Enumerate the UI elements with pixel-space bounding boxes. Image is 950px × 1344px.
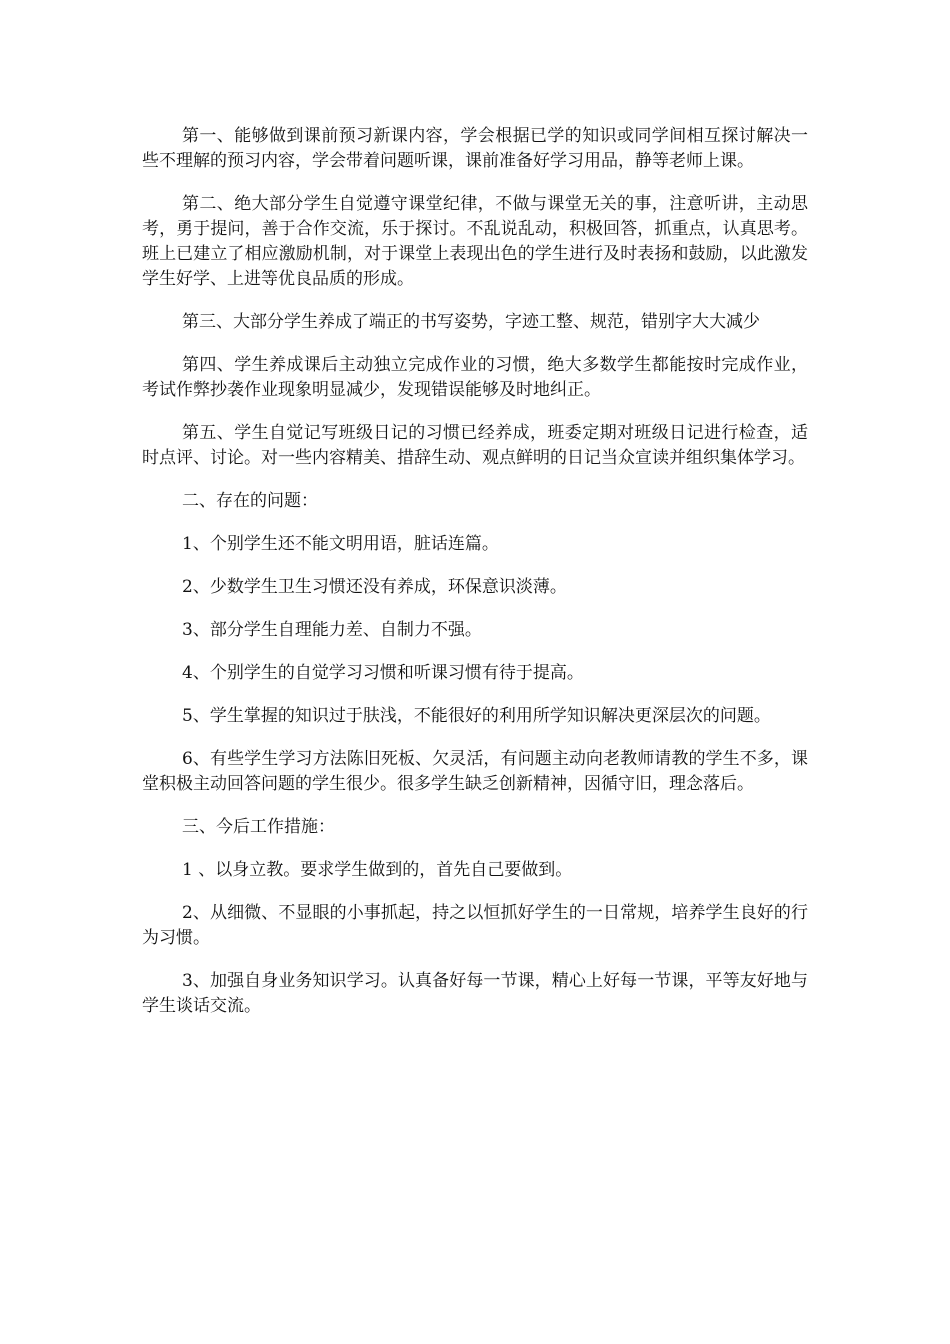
paragraph-measure-1: 1 、以身立教。要求学生做到的，首先自己要做到。 (182, 860, 573, 880)
paragraph-strength-3: 第三、大部分学生养成了端正的书写姿势，字迹工整、规范，错别字大大减少 (182, 312, 760, 332)
paragraph-problem-5: 5、学生掌握的知识过于肤浅，不能很好的利用所学知识解决更深层次的问题。 (182, 706, 771, 726)
document-body (142, 124, 808, 1037)
paragraph-strength-4: 第四、学生养成课后主动独立完成作业的习惯，绝大多数学生都能按时完成作业，考试作弊抄袭作业现象明显减少，发现错误能够及时地纠正。 (142, 355, 808, 400)
paragraph-problem-6: 6、有些学生学习方法陈旧死板、欠灵活，有问题主动向老教师请教的学生不多，课堂积极主动回答问题的学生很少。很多学生缺乏创新精神，因循守旧，理念落后。 (142, 749, 808, 794)
paragraph-problem-2: 2、少数学生卫生习惯还没有养成，环保意识淡薄。 (182, 577, 567, 597)
section-heading-problems: 二、存在的问题： (182, 491, 318, 511)
paragraph-problem-3: 3、部分学生自理能力差、自制力不强。 (182, 620, 482, 640)
paragraph-problem-1: 1、个别学生还不能文明用语，脏话连篇。 (182, 534, 499, 554)
paragraph-strength-2: 第二、绝大部分学生自觉遵守课堂纪律，不做与课堂无关的事，注意听讲，主动思考，勇于提问，善于合作交流，乐于探讨。不乱说乱动，积极回答，抓重点，认真思考。班上已建立了相应激励机制，对于课堂上表现出色的学生进行及时表扬和鼓励，以此激发学生好学、上进等优良品质的形成。 (142, 194, 808, 289)
paragraph-problem-4: 4、个别学生的自觉学习习惯和听课习惯有待于提高。 (182, 663, 584, 683)
paragraph-measure-2: 2、从细微、不显眼的小事抓起，持之以恒抓好学生的一日常规，培养学生良好的行为习惯。 (142, 903, 808, 948)
paragraph-measure-3: 3、加强自身业务知识学习。认真备好每一节课，精心上好每一节课，平等友好地与学生谈话交流。 (142, 971, 808, 1016)
paragraph-strength-1: 第一、能够做到课前预习新课内容，学会根据已学的知识或同学间相互探讨解决一些不理解的预习内容，学会带着问题听课，课前准备好学习用品，静等老师上课。 (142, 126, 808, 171)
paragraph-strength-5: 第五、学生自觉记写班级日记的习惯已经养成，班委定期对班级日记进行检查，适时点评、讨论。对一些内容精美、措辞生动、观点鲜明的日记当众宣读并组织集体学习。 (142, 423, 808, 468)
section-heading-measures: 三、今后工作措施： (182, 817, 335, 837)
